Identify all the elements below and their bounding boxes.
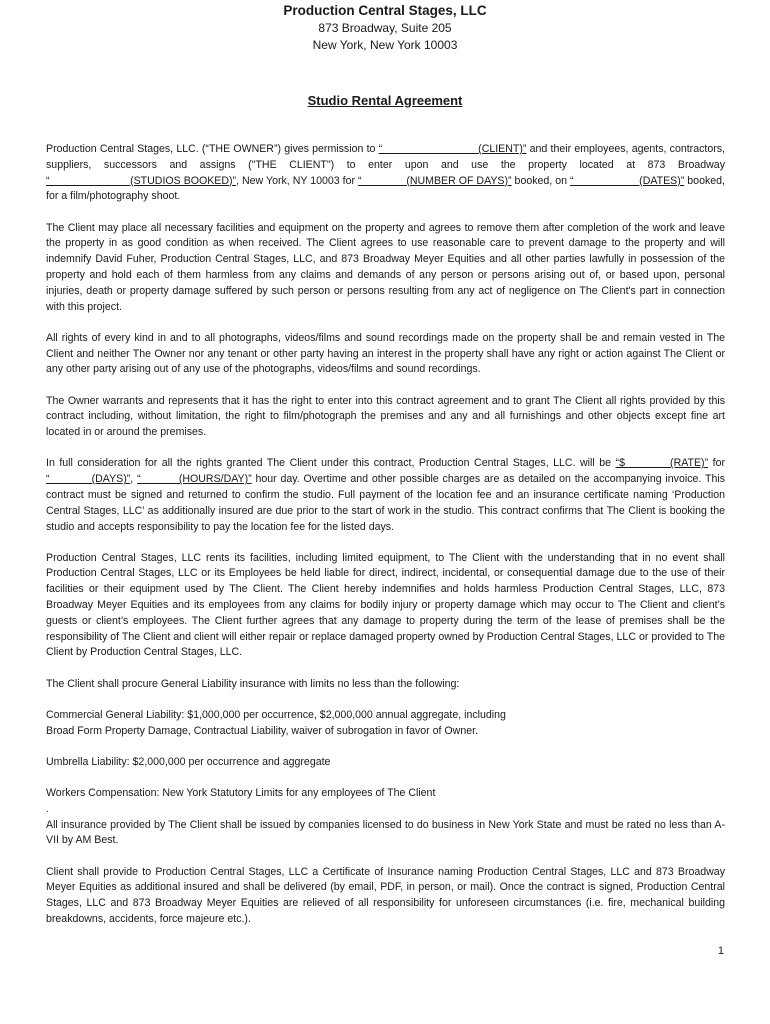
paragraph-certificate: Client shall provide to Production Central Stages, LLC a Certificate of Insurance naming Production Central Stages, LLC and 873 Broadway Meyer Equities as additional insured and shall be delivered (by email, PDF, in person, or mail). Once the contract is signed, Production Central Stages, LLC and 873 Broadway Meyer Equities are relieved of all responsibility for unforeseen circumstances (i.e. fire, mechanical building breakdowns, accidents, force majeure etc.). [46,865,725,925]
paragraph-rights: All rights of every kind in and to all photographs, videos/films and sound recordings made on the property shall be and remain vested in The Client and neither The Owner nor any tenant or other party having an interest in the property shall have any right or action against The Client or any other party arising out of any use of the photographs, videos/films and sound recordings. [46,331,725,376]
days-blank-field[interactable]: “ (DAYS)” [46,473,131,486]
studios-booked-blank-field[interactable]: “ (STUDIOS BOOKED)” [46,174,237,187]
text: , New York, NY 10003 for [236,174,359,187]
hours-per-day-blank-field[interactable]: “ (HOURS/DAY)” [137,473,252,486]
text: , [130,473,138,486]
paragraph-insurance-intro: The Client shall procure General Liability insurance with limits no less than the following: [46,677,460,690]
paragraph-liability: Production Central Stages, LLC rents its facilities, including limited equipment, to The Client with the understanding that in no event shall Production Central Stages, LLC or its Employees be held liable for direct, indirect, incidental, or consequential damage due to the use of their facilities or their equipment used by The Client. The Client hereby indemnifies and holds harmless Production Central Stages, LLC, 873 Broadway Meyer Equities and its employees from any claims for bodily injury or property damage which may occur to The Client and client’s guests or client’s employees. The Client further agrees that any damage to property during the term of the lease of premises shall be the responsibility of The Client and client will either repair or replace damaged property owned by Production Central Stages, LLC or provided to The Client by Production Central Stages, LLC. [46,551,725,659]
stray-period: . [46,803,49,815]
text: and their employees, agents, contractors, suppliers, successors and assigns ("THE CLIENT") to enter upon and use the property located at 873 Broadway [46,143,725,171]
text: Broad Form Property Damage, Contractual Liability, waiver of subrogation in favor of Owner. [46,724,478,737]
text: booked, for a film/photography shoot. [46,174,725,203]
paragraph-workers-comp: Workers Compensation: New York Statutory Limits for any employees of The Client [46,787,436,800]
dates-blank-field[interactable]: “ (DATES)” [570,174,685,187]
paragraph-warranty: The Owner warrants and represents that it has the right to enter into this contract agreement and to grant The Client all rights provided by this contract including, without limitation, the right to film/photograph the premises and any and all furnishings and other objects except fine art located in or around the premises. [46,394,725,439]
paragraph-umbrella-liability: Umbrella Liability: $2,000,000 per occurrence and aggregate [46,755,331,768]
number-of-days-blank-field[interactable]: “ (NUMBER OF DAYS)” [358,174,512,187]
paragraph-insurer-rating: All insurance provided by The Client shall be issued by companies licensed to do business in New York State and must be rated no less than A- VII by AM Best. [46,818,725,847]
text: Production Central Stages, LLC. (“THE OWNER”) gives permission to [46,143,379,155]
paragraph-consideration [46,456,725,535]
agreement-body [46,142,725,943]
page-number: 1 [717,945,724,957]
text: Commercial General Liability: $1,000,000 per occurrence, $2,000,000 annual aggregate, including [46,708,506,721]
company-name: Production Central Stages, LLC [283,3,487,18]
paragraph-indemnity: The Client may place all necessary facilities and equipment on the property and agrees to remove them after completion of the work and leave the property in as good condition as when received. The Client agrees to use reasonable care to prevent damage to the property and will indemnify David Fuher, Production Central Stages, LLC, and 873 Broadway Meyer Equities and all other parties lawfully in possession of the property and hold each of them harmless from any claims and demands of any person or persons arising out of, or based upon, personal injuries, death or property damage suffered by such person or persons resulting from any act of negligence on The Client's part in connection with this project. [46,221,725,313]
paragraph-permission [46,142,725,205]
text: hour day. Overtime and other possible charges are as detailed on the accompanying invoice. This contract must be signed and returned to confirm the studio. Full payment of the location fee and an insurance certificate naming ‘Production Central Stages, LLC’ as additionally insured are due prior to the start of work in the studio. This contract confirms that The Client is booking the studio and accepts responsibility to pay the location fee for the listed days. [46,473,726,533]
text: booked, on [511,174,570,187]
client-blank-field[interactable]: “ (CLIENT)” [378,143,527,155]
text: In full consideration for all the rights granted The Client under this contract, Production Central Stages, LLC. will be [46,457,616,470]
letterhead [0,2,770,54]
address-line-2: New York, New York 10003 [312,38,458,52]
paragraph-general-liability [46,708,725,740]
text: for [708,457,725,470]
document-title: Studio Rental Agreement [307,93,463,108]
address-line-1: 873 Broadway, Suite 205 [318,21,452,35]
rate-blank-field[interactable]: “$ (RATE)” [615,457,709,470]
